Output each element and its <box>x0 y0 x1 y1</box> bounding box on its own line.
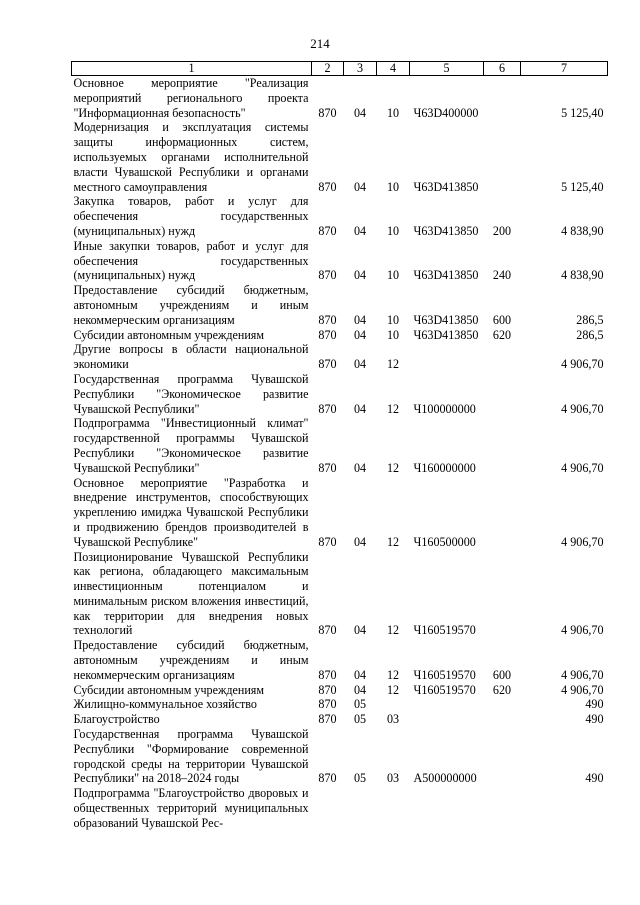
row-admin-code: 870 <box>318 179 337 194</box>
table-row <box>72 712 608 727</box>
table-row <box>72 120 608 194</box>
row-target-article: А500000000 <box>413 771 477 786</box>
row-target-article: Ч160519570 <box>413 623 476 638</box>
row-section <box>344 786 377 830</box>
row-amount <box>521 786 608 830</box>
row-target-article: Ч63D413850 <box>413 327 479 342</box>
row-target-article: Ч160500000 <box>413 534 476 549</box>
row-name: Закупка товаров, работ и услуг для обеспечения государственных (муниципальных) нужд <box>73 194 309 238</box>
row-section: 04 <box>353 682 367 697</box>
row-subsection: 12 <box>386 667 400 682</box>
row-name: Позиционирование Чувашской Республики как региона, обладающего максимальным инвестиционным потенциалом и минимальным риском вложения инвестиций, как территории для внедрения новых технологий <box>73 549 309 638</box>
row-name: Жилищно-коммунальное хозяйство <box>73 697 257 712</box>
row-name: Другие вопросы в области национальной экономики <box>73 342 309 372</box>
row-expense-type <box>484 712 521 727</box>
column-header: 2 <box>312 62 344 76</box>
row-amount: 4 906,70 <box>561 401 604 416</box>
row-section: 04 <box>353 223 367 238</box>
row-target-article: Ч100000000 <box>413 401 476 416</box>
row-target-article: Ч63D413850 <box>413 179 479 194</box>
row-section: 04 <box>353 179 367 194</box>
row-subsection: 10 <box>386 327 400 342</box>
row-admin-code <box>312 786 344 830</box>
row-subsection: 03 <box>386 771 400 786</box>
row-subsection: 12 <box>386 623 400 638</box>
row-target-article <box>410 786 484 830</box>
page-number: 214 <box>310 36 330 51</box>
row-amount: 5 125,40 <box>561 105 604 120</box>
row-amount: 4 906,70 <box>561 682 604 697</box>
row-admin-code: 870 <box>318 712 337 727</box>
budget-table <box>71 61 608 831</box>
row-amount: 4 906,70 <box>561 534 604 549</box>
row-expense-type: 600 <box>492 312 512 327</box>
row-subsection <box>377 697 410 712</box>
row-name: Предоставление субсидий бюджетным, автономным учреждениям и иным некоммерческим организациям <box>73 283 309 327</box>
row-section: 04 <box>353 105 367 120</box>
row-section: 04 <box>353 534 367 549</box>
row-admin-code: 870 <box>318 623 337 638</box>
row-name: Подпрограмма "Благоустройство дворовых и общественных территорий муниципальных образований Чувашской Рес- <box>73 786 309 830</box>
row-expense-type <box>484 416 521 475</box>
row-name: Предоставление субсидий бюджетным, автономным учреждениям и иным некоммерческим организациям <box>73 638 309 682</box>
row-amount: 286,5 <box>576 327 604 342</box>
row-expense-type <box>484 727 521 786</box>
row-admin-code: 870 <box>318 223 337 238</box>
row-amount: 4 906,70 <box>561 357 604 372</box>
row-expense-type <box>484 120 521 194</box>
row-amount: 4 838,90 <box>561 223 604 238</box>
table-row <box>72 786 608 830</box>
row-subsection: 10 <box>386 312 400 327</box>
table-header <box>72 62 608 76</box>
row-admin-code: 870 <box>318 771 337 786</box>
row-amount: 490 <box>585 697 604 712</box>
row-expense-type <box>484 76 521 121</box>
table-row <box>72 476 608 550</box>
table-row <box>72 328 608 343</box>
row-section: 04 <box>353 623 367 638</box>
row-admin-code: 870 <box>318 667 337 682</box>
row-section: 05 <box>353 712 367 727</box>
row-target-article: Ч160000000 <box>413 460 476 475</box>
row-subsection: 12 <box>386 460 400 475</box>
row-name: Основное мероприятие "Реализация мероприятий регионального проекта "Информационная безопасность" <box>73 76 309 120</box>
row-name: Государственная программа Чувашской Республики "Формирование современной городской среды на территории Чувашской Республики" на 2018–2024 годы <box>73 727 309 786</box>
row-subsection: 10 <box>386 223 400 238</box>
row-subsection: 12 <box>386 682 400 697</box>
table-row <box>72 550 608 639</box>
row-subsection <box>377 786 410 830</box>
row-admin-code: 870 <box>318 460 337 475</box>
row-admin-code: 870 <box>318 312 337 327</box>
table-row <box>72 239 608 283</box>
row-name: Модернизация и эксплуатация системы защиты информационных систем, используемых органами исполнительной власти Чувашской Республики и органами местного самоуправления <box>73 120 309 194</box>
row-subsection: 12 <box>386 534 400 549</box>
row-section: 04 <box>353 268 367 283</box>
column-header: 1 <box>72 62 312 76</box>
row-admin-code: 870 <box>318 682 337 697</box>
table-row <box>72 697 608 712</box>
row-amount: 490 <box>585 712 604 727</box>
table-row <box>72 683 608 698</box>
row-admin-code: 870 <box>318 105 337 120</box>
row-name: Государственная программа Чувашской Республики "Экономическое развитие Чувашской Республики" <box>73 371 309 416</box>
table-row <box>72 727 608 786</box>
row-amount: 286,5 <box>576 312 604 327</box>
row-name: Подпрограмма "Инвестиционный климат" государственной программы Чувашской Республики "Экономическое развитие Чувашской Республики" <box>73 416 309 475</box>
row-target-article <box>410 712 484 727</box>
row-expense-type: 620 <box>492 327 512 342</box>
table-row <box>72 416 608 475</box>
table-row <box>72 372 608 416</box>
row-admin-code: 870 <box>318 534 337 549</box>
table-row <box>72 638 608 682</box>
row-target-article: Ч63D413850 <box>413 312 479 327</box>
row-section: 04 <box>353 460 367 475</box>
row-name: Иные закупки товаров, работ и услуг для обеспечения государственных (муниципальных) нужд <box>73 238 309 283</box>
column-header: 5 <box>410 62 484 76</box>
row-admin-code: 870 <box>318 268 337 283</box>
column-header: 7 <box>521 62 608 76</box>
row-section: 04 <box>353 667 367 682</box>
row-section: 04 <box>353 401 367 416</box>
column-header: 3 <box>344 62 377 76</box>
row-expense-type <box>484 697 521 712</box>
row-amount: 490 <box>585 771 604 786</box>
row-amount: 4 838,90 <box>561 268 604 283</box>
row-subsection: 10 <box>386 105 400 120</box>
row-expense-type <box>484 786 521 830</box>
row-admin-code: 870 <box>318 401 337 416</box>
row-section: 04 <box>353 327 367 342</box>
row-expense-type <box>484 372 521 416</box>
row-expense-type <box>484 342 521 372</box>
table-body <box>72 76 608 831</box>
row-section: 04 <box>353 312 367 327</box>
row-subsection: 12 <box>386 401 400 416</box>
row-admin-code: 870 <box>318 697 337 712</box>
row-amount: 4 906,70 <box>561 460 604 475</box>
table-row <box>72 283 608 327</box>
row-subsection: 10 <box>386 268 400 283</box>
column-header: 6 <box>484 62 521 76</box>
row-expense-type: 620 <box>492 682 512 697</box>
row-section: 05 <box>353 697 367 712</box>
row-name: Субсидии автономным учреждениям <box>73 682 265 697</box>
table-row <box>72 194 608 238</box>
row-amount: 5 125,40 <box>561 179 604 194</box>
row-admin-code: 870 <box>318 357 337 372</box>
row-name: Основное мероприятие "Разработка и внедрение инструментов, способствующих укреплению имиджа Чувашской Республики и продвижению брендов производителей в Чувашской Республике" <box>73 475 309 549</box>
row-name: Благоустройство <box>73 712 160 727</box>
row-target-article <box>410 342 484 372</box>
row-subsection: 10 <box>386 179 400 194</box>
header-row <box>72 62 608 76</box>
row-name: Субсидии автономным учреждениям <box>73 327 265 342</box>
row-section: 05 <box>353 771 367 786</box>
row-amount: 4 906,70 <box>561 623 604 638</box>
row-amount: 4 906,70 <box>561 667 604 682</box>
row-subsection: 03 <box>386 712 400 727</box>
column-header: 4 <box>377 62 410 76</box>
table-row <box>72 342 608 372</box>
row-target-article: Ч63D400000 <box>413 105 479 120</box>
row-admin-code: 870 <box>318 327 337 342</box>
row-target-article: Ч63D413850 <box>413 268 479 283</box>
row-expense-type: 600 <box>492 667 512 682</box>
row-expense-type <box>484 550 521 639</box>
row-target-article: Ч160519570 <box>413 667 476 682</box>
row-expense-type <box>484 476 521 550</box>
row-subsection: 12 <box>386 357 400 372</box>
row-section: 04 <box>353 357 367 372</box>
row-target-article: Ч63D413850 <box>413 223 479 238</box>
row-expense-type: 200 <box>492 223 512 238</box>
row-target-article <box>410 697 484 712</box>
row-target-article: Ч160519570 <box>413 682 476 697</box>
row-expense-type: 240 <box>492 268 512 283</box>
table-row <box>72 76 608 121</box>
